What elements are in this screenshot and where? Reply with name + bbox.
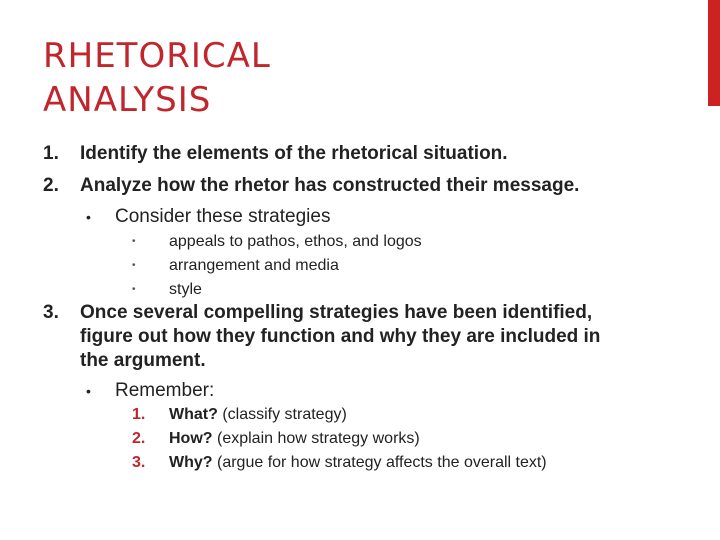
step-question: Why?: [169, 454, 213, 471]
accent-bar: [708, 0, 720, 106]
slide-title: [43, 34, 271, 122]
subbullet-text: style: [169, 281, 202, 298]
list-number: 2.: [43, 175, 59, 196]
bullet-text: Remember:: [115, 380, 215, 401]
step-detail: (argue for how strategy affects the overall text): [212, 454, 547, 471]
subbullet-text: arrangement and media: [169, 257, 339, 274]
step-question: How?: [169, 430, 213, 447]
subbullet-icon: •: [132, 236, 136, 247]
title-line-1: RHETORICAL: [43, 36, 271, 76]
list-text-line-3: the argument.: [80, 350, 206, 371]
list-text-line-1: Once several compelling strategies have been identified,: [80, 302, 593, 323]
subbullet-icon: •: [132, 284, 136, 295]
list-number: 1.: [43, 143, 59, 164]
list-number: 3.: [43, 302, 59, 323]
subbullet-icon: •: [132, 260, 136, 271]
step-detail: (classify strategy): [217, 406, 347, 423]
list-text: Analyze how the rhetor has constructed their message.: [80, 175, 580, 196]
step-number: 1.: [132, 406, 146, 423]
list-text-line-2: figure out how they function and why they are included in: [80, 326, 601, 347]
bullet-icon: •: [86, 383, 91, 399]
step-detail: (explain how strategy works): [212, 430, 420, 447]
bullet-text: Consider these strategies: [115, 206, 331, 227]
step-number: 2.: [132, 430, 146, 447]
step-question: What?: [169, 406, 218, 423]
bullet-icon: •: [86, 209, 91, 225]
subbullet-text: appeals to pathos, ethos, and logos: [169, 233, 422, 250]
step-number: 3.: [132, 454, 146, 471]
list-text: Identify the elements of the rhetorical situation.: [80, 143, 508, 164]
title-line-2: ANALYSIS: [43, 80, 212, 120]
